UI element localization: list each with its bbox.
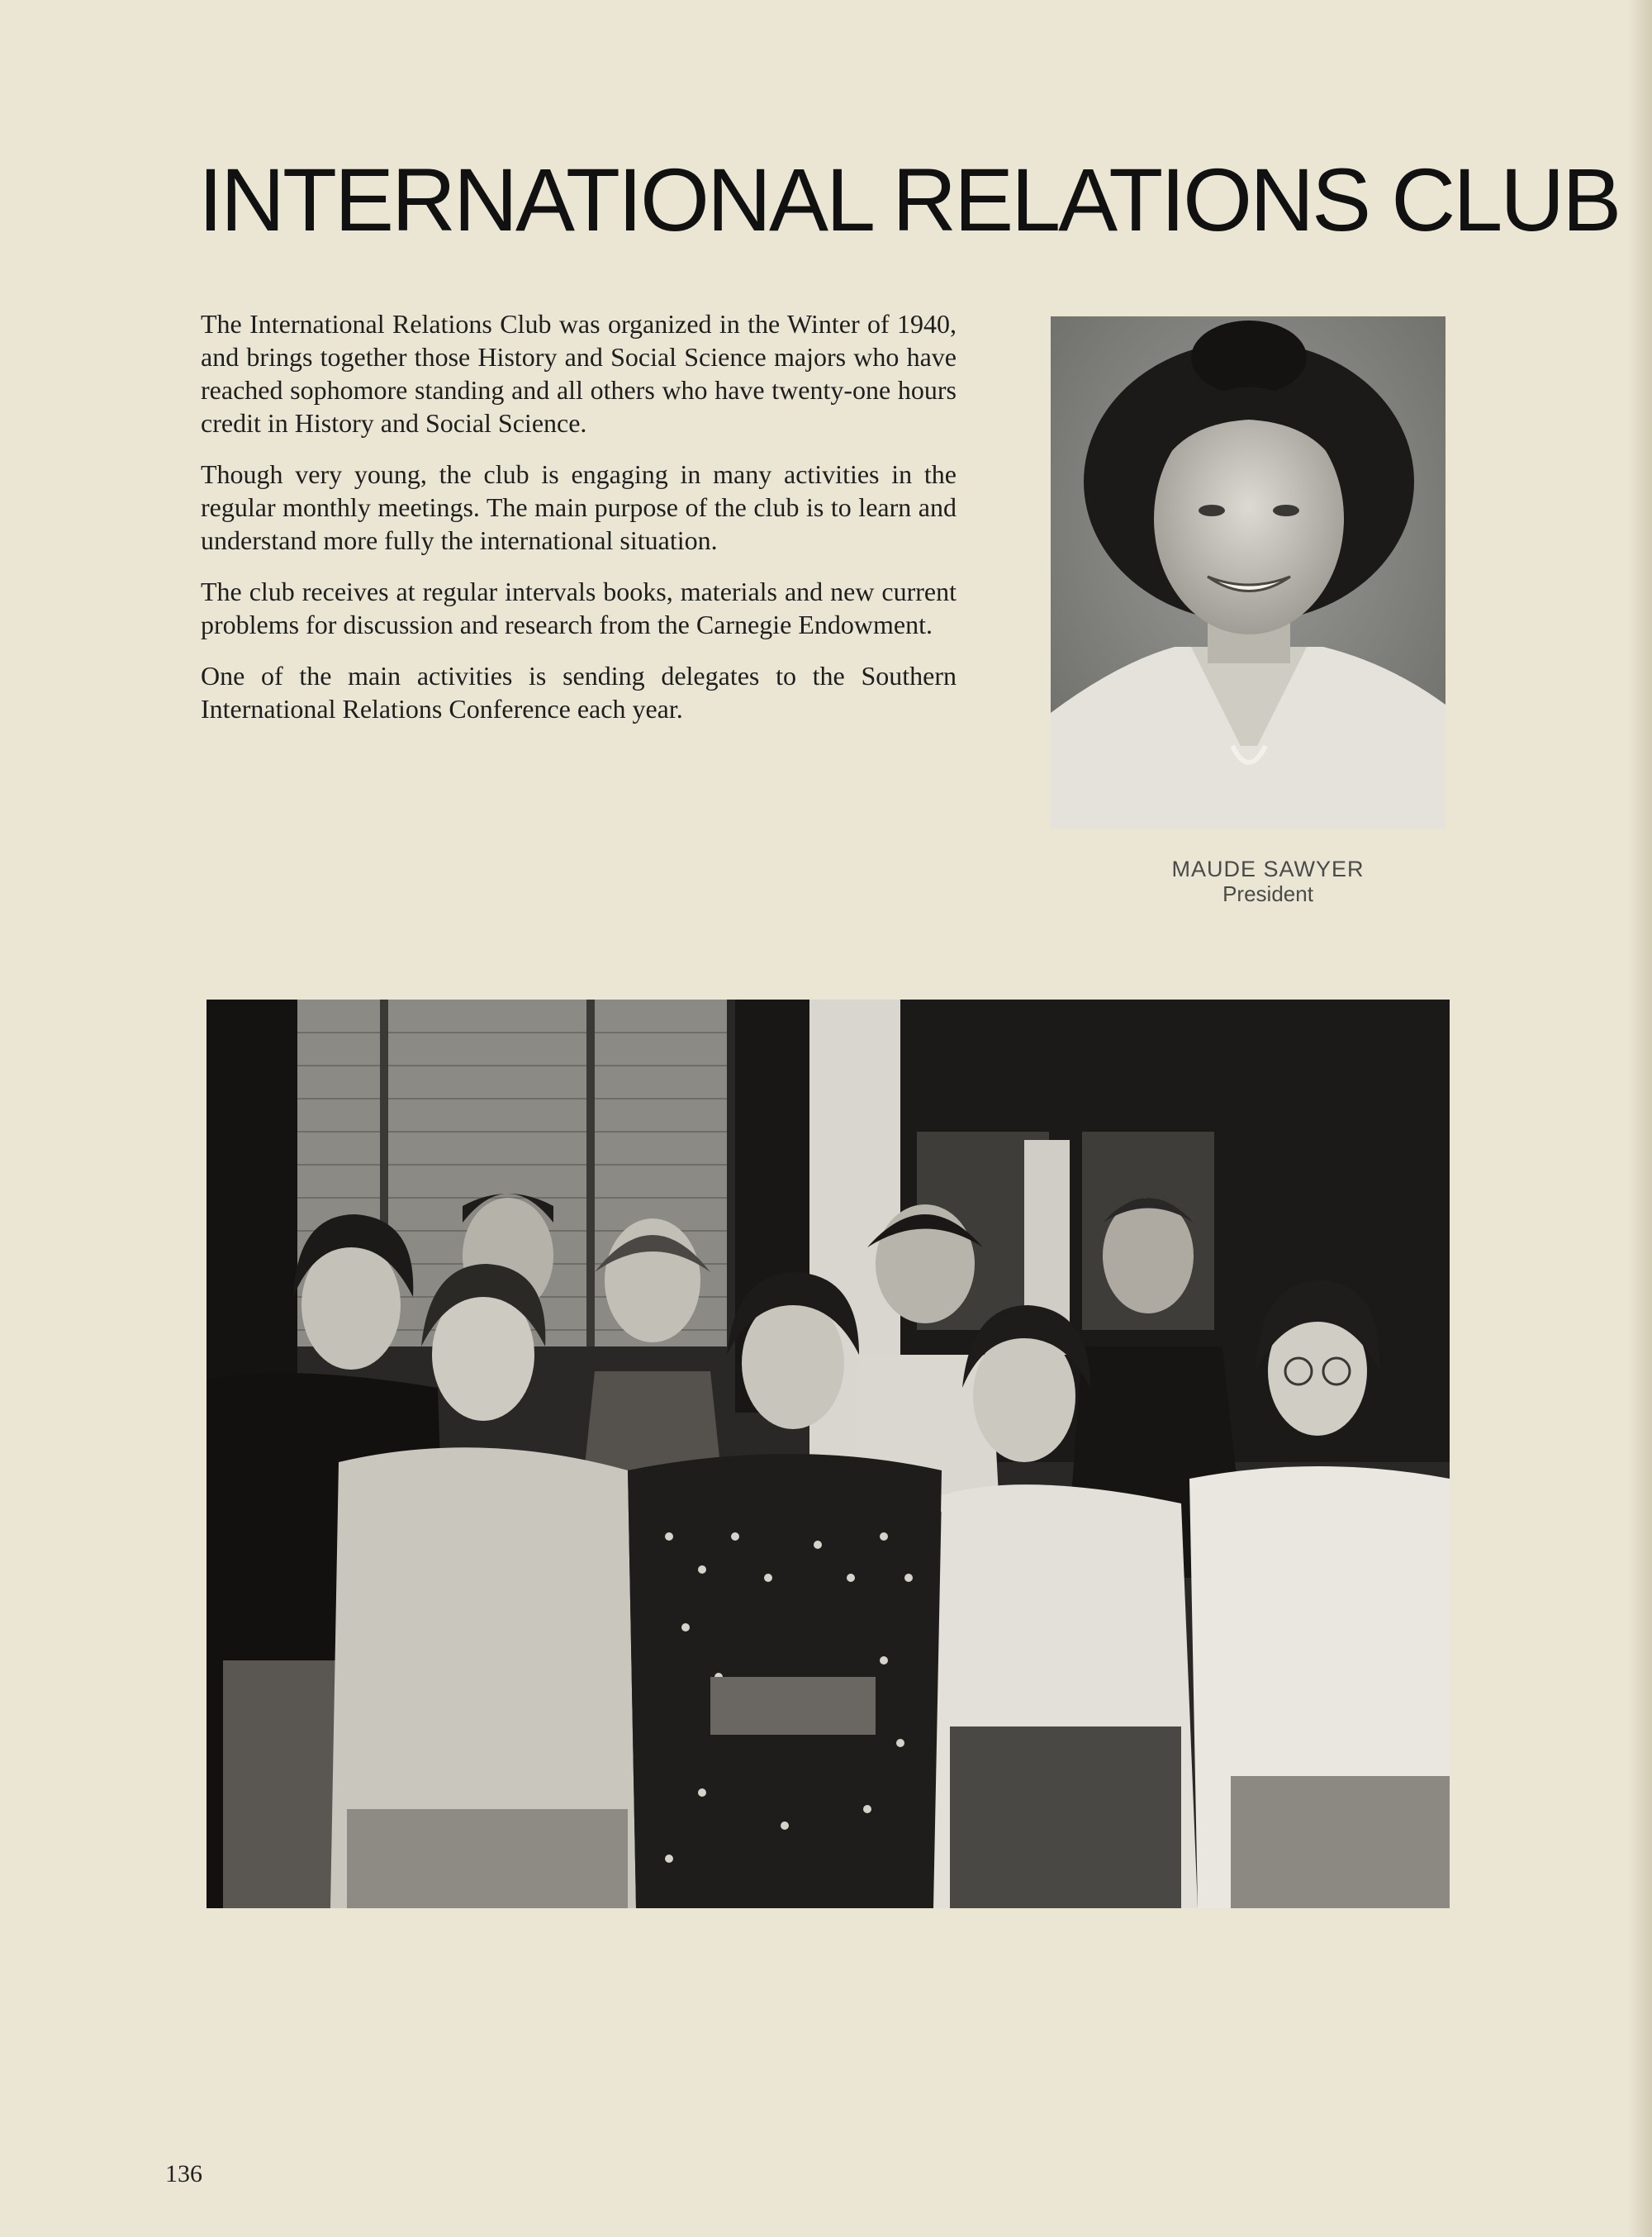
group-photo-image	[206, 1000, 1450, 1908]
page-title: INTERNATIONAL RELATIONS CLUB	[198, 150, 1620, 249]
paragraph-2: Though very young, the club is engaging in many activities in the regular monthly meetings. The main purpose of the club is to learn and understand more fully the international situation.	[201, 459, 957, 555]
paragraph-1: The International Relations Club was organized in the Winter of 1940, and brings together those History and Social Science majors who have reached sophomore standing and all others who have twenty-one hours credit in History and Social Science.	[201, 309, 957, 438]
page-edge-shadow	[1627, 0, 1652, 2237]
president-portrait-photo	[1051, 316, 1446, 829]
page-number: 136	[165, 2160, 202, 2187]
portrait-caption	[1074, 857, 1462, 906]
portrait-image	[1051, 316, 1446, 829]
president-name: MAUDE SAWYER	[1171, 857, 1365, 881]
club-group-photo	[206, 1000, 1450, 1908]
club-description	[201, 307, 957, 743]
paragraph-3: The club receives at regular intervals books, materials and new current problems for discussion and research from the Carnegie Endowment.	[201, 577, 957, 639]
paragraph-4: One of the main activities is sending delegates to the Southern International Relations Conference each year.	[201, 661, 957, 724]
president-role: President	[1222, 881, 1313, 906]
